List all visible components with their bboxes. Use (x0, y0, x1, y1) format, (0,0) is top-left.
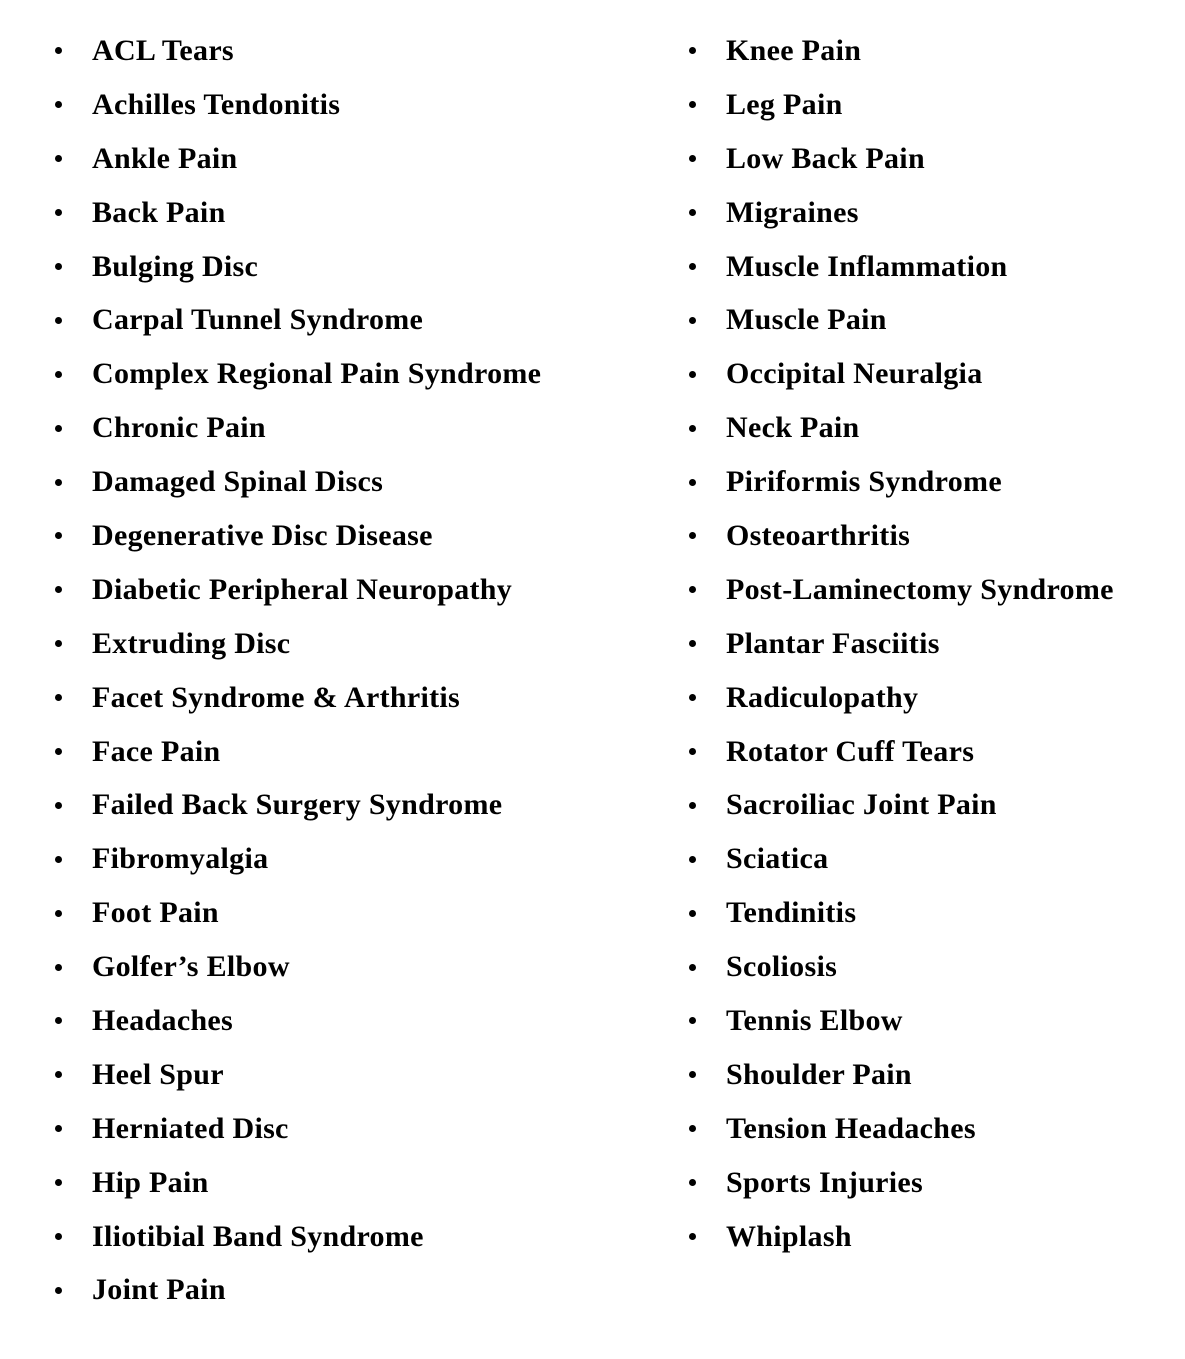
list-item (50, 563, 650, 617)
bullet-icon (689, 1125, 696, 1132)
list-item (684, 186, 1179, 240)
condition-label: Whiplash (726, 1219, 852, 1253)
condition-label: Sports Injuries (726, 1165, 924, 1199)
condition-label: Chronic Pain (92, 411, 266, 445)
condition-label: Complex Regional Pain Syndrome (92, 357, 542, 391)
condition-label: Degenerative Disc Disease (92, 519, 433, 553)
condition-label: Extruding Disc (92, 626, 291, 660)
bullet-icon (55, 586, 62, 593)
conditions-list-left (50, 24, 650, 1317)
list-item (684, 563, 1179, 617)
list-item (50, 671, 650, 725)
bullet-icon (55, 1071, 62, 1078)
bullet-icon (689, 317, 696, 324)
list-item (50, 832, 650, 886)
condition-label: Iliotibial Band Syndrome (92, 1219, 424, 1253)
list-item (50, 940, 650, 994)
list-item (684, 1048, 1179, 1102)
list-item (50, 455, 650, 509)
bullet-icon (55, 425, 62, 432)
condition-label: Failed Back Surgery Syndrome (92, 788, 503, 822)
list-item (50, 725, 650, 779)
bullet-icon (689, 425, 696, 432)
list-item (684, 725, 1179, 779)
condition-label: Ankle Pain (92, 141, 238, 175)
bullet-icon (55, 47, 62, 54)
bullet-icon (689, 964, 696, 971)
list-item (50, 509, 650, 563)
list-item (684, 509, 1179, 563)
condition-label: Osteoarthritis (726, 519, 911, 553)
bullet-icon (689, 47, 696, 54)
bullet-icon (689, 586, 696, 593)
list-item (50, 1048, 650, 1102)
list-item (684, 78, 1179, 132)
condition-label: Knee Pain (726, 34, 862, 67)
bullet-icon (55, 479, 62, 486)
condition-label: Sacroiliac Joint Pain (726, 788, 997, 822)
bullet-icon (55, 371, 62, 378)
list-item (50, 778, 650, 832)
bullet-icon (689, 910, 696, 917)
bullet-icon (55, 748, 62, 755)
bullet-icon (55, 856, 62, 863)
bullet-icon (55, 640, 62, 647)
condition-label: Carpal Tunnel Syndrome (92, 303, 424, 337)
bullet-icon (689, 155, 696, 162)
condition-label: Plantar Fasciitis (726, 626, 940, 660)
bullet-icon (55, 209, 62, 216)
bullet-icon (55, 263, 62, 270)
list-item (684, 24, 1179, 78)
condition-label: Fibromyalgia (92, 842, 269, 876)
condition-label: Headaches (92, 1004, 234, 1038)
bullet-icon (689, 1179, 696, 1186)
bullet-icon (689, 748, 696, 755)
bullet-icon (55, 317, 62, 324)
condition-label: Foot Pain (92, 896, 219, 930)
list-item (50, 78, 650, 132)
list-item (684, 455, 1179, 509)
condition-label: Bulging Disc (92, 249, 259, 283)
list-item (50, 1102, 650, 1156)
list-item (684, 347, 1179, 401)
list-item (684, 617, 1179, 671)
list-item (684, 886, 1179, 940)
condition-label: Back Pain (92, 195, 226, 229)
condition-label: Low Back Pain (726, 141, 925, 175)
condition-label: Sciatica (726, 842, 829, 876)
list-item (684, 1102, 1179, 1156)
list-item (684, 293, 1179, 347)
condition-label: Rotator Cuff Tears (726, 734, 975, 768)
bullet-icon (55, 1233, 62, 1240)
list-item (684, 832, 1179, 886)
bullet-icon (689, 479, 696, 486)
list-item (684, 240, 1179, 294)
condition-label: Radiculopathy (726, 680, 919, 714)
list-item (684, 1210, 1179, 1264)
list-item (50, 293, 650, 347)
condition-label: Leg Pain (726, 87, 843, 121)
condition-label: Occipital Neuralgia (726, 357, 983, 391)
condition-label: Piriformis Syndrome (726, 465, 1002, 499)
bullet-icon (55, 1017, 62, 1024)
bullet-icon (689, 371, 696, 378)
condition-label: Post-Laminectomy Syndrome (726, 572, 1114, 606)
list-item (50, 347, 650, 401)
conditions-list-right (684, 24, 1179, 1263)
bullet-icon (55, 101, 62, 108)
bullet-icon (55, 910, 62, 917)
condition-label: Tendinitis (726, 896, 857, 930)
condition-label: Migraines (726, 195, 859, 229)
condition-label: Golfer’s Elbow (92, 950, 290, 984)
list-item (50, 401, 650, 455)
bullet-icon (689, 1233, 696, 1240)
condition-label: Muscle Inflammation (726, 249, 1008, 283)
list-item (684, 778, 1179, 832)
bullet-icon (55, 155, 62, 162)
condition-label: Shoulder Pain (726, 1057, 912, 1091)
list-item (684, 401, 1179, 455)
bullet-icon (689, 101, 696, 108)
bullet-icon (689, 532, 696, 539)
condition-label: Muscle Pain (726, 303, 887, 337)
list-item (684, 940, 1179, 994)
condition-label: Achilles Tendonitis (92, 87, 341, 121)
bullet-icon (689, 856, 696, 863)
bullet-icon (689, 694, 696, 701)
condition-label: Heel Spur (92, 1057, 224, 1091)
bullet-icon (55, 964, 62, 971)
list-item (50, 1263, 650, 1317)
list-item (50, 1210, 650, 1264)
list-item (50, 617, 650, 671)
condition-label: Face Pain (92, 734, 221, 768)
bullet-icon (689, 263, 696, 270)
condition-label: Tennis Elbow (726, 1004, 903, 1038)
bullet-icon (689, 1071, 696, 1078)
bullet-icon (55, 802, 62, 809)
bullet-icon (55, 532, 62, 539)
condition-label: Herniated Disc (92, 1111, 289, 1145)
condition-label: Tension Headaches (726, 1111, 976, 1145)
list-item (684, 132, 1179, 186)
bullet-icon (689, 209, 696, 216)
bullet-icon (55, 1125, 62, 1132)
condition-label: Hip Pain (92, 1165, 209, 1199)
condition-label: Scoliosis (726, 950, 838, 984)
condition-label: ACL Tears (92, 34, 234, 67)
list-item (50, 240, 650, 294)
list-item (50, 186, 650, 240)
list-item (50, 24, 650, 78)
bullet-icon (689, 1017, 696, 1024)
list-item (50, 886, 650, 940)
bullet-icon (689, 640, 696, 647)
list-item (50, 994, 650, 1048)
condition-label: Joint Pain (92, 1273, 226, 1307)
list-item (50, 1156, 650, 1210)
bullet-icon (55, 694, 62, 701)
condition-label: Diabetic Peripheral Neuropathy (92, 572, 513, 606)
list-item (684, 994, 1179, 1048)
list-item (684, 671, 1179, 725)
bullet-icon (689, 802, 696, 809)
bullet-icon (55, 1287, 62, 1294)
bullet-icon (55, 1179, 62, 1186)
condition-label: Neck Pain (726, 411, 860, 445)
condition-label: Damaged Spinal Discs (92, 465, 384, 499)
list-item (50, 132, 650, 186)
list-item (684, 1156, 1179, 1210)
condition-label: Facet Syndrome & Arthritis (92, 680, 461, 714)
